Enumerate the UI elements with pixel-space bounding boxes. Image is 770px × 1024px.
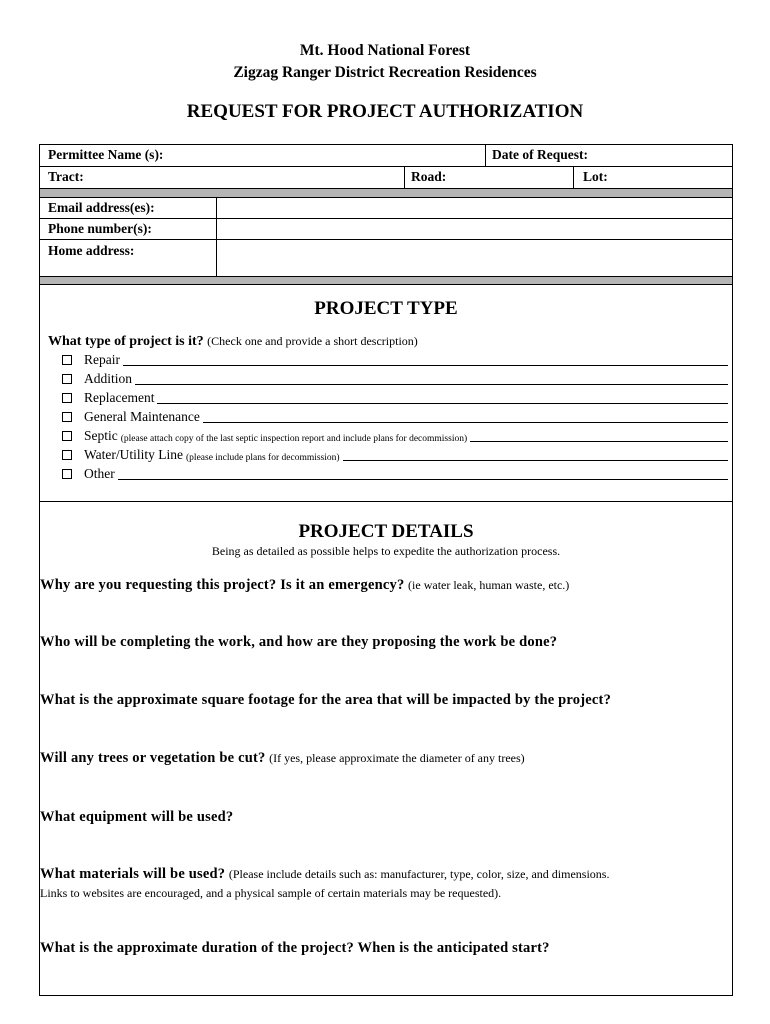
lot-label: Lot: xyxy=(583,169,608,184)
question-equipment-text: What equipment will be used? xyxy=(40,809,234,825)
permittee-row xyxy=(40,145,732,167)
option-label: Water/Utility Line xyxy=(84,447,184,462)
project-type-option[interactable] xyxy=(62,371,728,387)
home-address-label: Home address: xyxy=(48,243,135,258)
question-materials-text: What materials will be used? xyxy=(40,866,226,882)
description-line[interactable] xyxy=(470,440,728,442)
section-separator xyxy=(40,189,732,198)
question-who-completes xyxy=(40,634,730,651)
email-label: Email address(es): xyxy=(48,200,155,215)
request-form xyxy=(39,144,733,996)
project-type-option[interactable] xyxy=(62,466,728,482)
checkbox[interactable] xyxy=(62,431,72,441)
checkbox[interactable] xyxy=(62,412,72,422)
phone-row xyxy=(40,219,732,240)
checkbox[interactable] xyxy=(62,450,72,460)
checkbox[interactable] xyxy=(62,393,72,403)
question-why-request xyxy=(40,577,730,594)
email-row xyxy=(40,198,732,219)
question-equipment xyxy=(40,809,730,826)
question-square-footage-text: What is the approximate square footage for the area that will be impacted by the project? xyxy=(40,692,612,708)
question-who-completes-text: Who will be completing the work, and how are they proposing the work be done? xyxy=(40,634,558,650)
section-separator xyxy=(40,276,732,285)
option-label: Repair xyxy=(84,352,120,367)
question-materials-note-2: Links to websites are encouraged, and a physical sample of certain materials may be requested). xyxy=(40,886,502,900)
option-label: Other xyxy=(84,466,115,481)
divider xyxy=(573,167,574,188)
tract-label: Tract: xyxy=(48,169,84,184)
option-note: (please include plans for decommission) xyxy=(186,453,340,463)
question-duration-text: What is the approximate duration of the project? When is the anticipated start? xyxy=(40,940,550,956)
road-label: Road: xyxy=(411,169,447,184)
project-type-heading: PROJECT TYPE xyxy=(314,298,458,319)
question-trees-cut-text: Will any trees or vegetation be cut? xyxy=(40,750,266,766)
question-square-footage xyxy=(40,692,730,709)
project-details-heading: PROJECT DETAILS xyxy=(298,521,474,542)
home-address-row xyxy=(40,240,732,276)
option-label: General Maintenance xyxy=(84,409,200,424)
section-divider xyxy=(40,501,732,502)
project-type-option[interactable] xyxy=(62,447,728,463)
question-trees-cut-note: (If yes, please approximate the diameter of any trees) xyxy=(269,751,525,765)
question-materials-note-line2 xyxy=(40,885,730,902)
description-line[interactable] xyxy=(343,459,728,461)
project-type-question xyxy=(48,334,418,350)
project-type-option[interactable] xyxy=(62,352,728,368)
checkbox[interactable] xyxy=(62,355,72,365)
question-trees-cut xyxy=(40,750,730,767)
question-why-request-note: (ie water leak, human waste, etc.) xyxy=(408,578,570,592)
divider xyxy=(485,145,486,166)
question-duration xyxy=(40,940,730,957)
permittee-name-label: Permittee Name (s): xyxy=(48,147,164,162)
district-name: Zigzag Ranger District Recreation Residences xyxy=(233,64,537,81)
option-label: Septic xyxy=(84,428,118,443)
contact-divider xyxy=(216,198,217,276)
form-title: REQUEST FOR PROJECT AUTHORIZATION xyxy=(186,101,584,122)
option-label: Addition xyxy=(84,371,133,386)
description-line[interactable] xyxy=(135,383,728,385)
question-materials xyxy=(40,866,730,883)
checkbox[interactable] xyxy=(62,469,72,479)
description-line[interactable] xyxy=(123,364,728,366)
project-type-option[interactable] xyxy=(62,409,728,425)
phone-label: Phone number(s): xyxy=(48,221,152,236)
option-note: (please attach copy of the last septic inspection report and include plans for decommission) xyxy=(120,434,468,444)
divider xyxy=(404,167,405,188)
project-type-question-text: What type of project is it? xyxy=(48,334,204,349)
question-materials-note: (Please include details such as: manufacturer, type, color, size, and dimensions. xyxy=(228,867,610,881)
date-of-request-label: Date of Request: xyxy=(492,147,588,162)
project-type-option[interactable] xyxy=(62,390,728,406)
project-details-subtitle: Being as detailed as possible helps to expedite the authorization process. xyxy=(211,544,561,558)
checkbox[interactable] xyxy=(62,374,72,384)
forest-name: Mt. Hood National Forest xyxy=(299,42,471,59)
description-line[interactable] xyxy=(203,421,728,423)
option-label: Replacement xyxy=(84,390,155,405)
tract-row xyxy=(40,167,732,189)
project-type-option[interactable] xyxy=(62,428,728,444)
description-line[interactable] xyxy=(157,402,728,404)
project-type-question-note: (Check one and provide a short description) xyxy=(207,334,418,348)
description-line[interactable] xyxy=(118,478,728,480)
question-why-request-text: Why are you requesting this project? Is it an emergency? xyxy=(40,577,405,593)
